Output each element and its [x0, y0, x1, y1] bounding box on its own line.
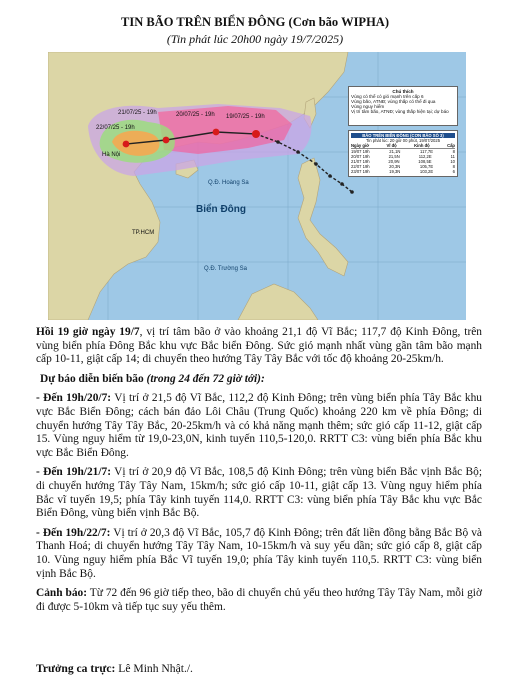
- warning-paragraph: [36, 587, 482, 614]
- table-row: 22/07 19h 20,3N 105,7E 8: [351, 164, 455, 169]
- warning-label: Cảnh báo:: [36, 587, 88, 600]
- forecast-22jul: [36, 527, 482, 581]
- track-label-22: 22/07/25 - 19h: [96, 125, 135, 131]
- track-label-20: 20/07/25 - 19h: [176, 112, 215, 118]
- hoang-sa-label: Q.Đ. Hoàng Sa: [208, 180, 249, 186]
- forecast-21jul-text: Vị trí ở 20,9 độ Vĩ Bắc, 108,5 độ Kinh Đông; trên vùng biển Bắc vịnh Bắc Bộ; di chuyển hướng Tây Tây Nam, 15km/h; sức gió cấp 10-11, giật cấp 13. Vùng nguy hiểm phía Bắc vĩ tuyến 19,5; phía Tây kinh tuyến 114,0. RRTT C3: vùng biển phía Tây Bắc khu vực Bắc Biển Đông, vùng biển vịnh Bắc Bộ.: [36, 466, 482, 520]
- table-header-row: Ngày giờ Vĩ độ Kinh độ Cấp: [351, 143, 455, 148]
- sign-name: Lê Minh Nhật./.: [115, 662, 193, 675]
- forecast-21jul-label: - Đến 19h/21/7:: [36, 466, 112, 479]
- forecast-20jul-text: Vị trí ở 21,5 độ Vĩ Bắc, 112,2 độ Kinh Đông; trên vùng biển phía Tây Bắc khu vực Bắc Biển Đông; cách bán đảo Lôi Châu (Trung Quốc) khoảng 220 km về phía Đông; di chuyển hướng Tây Tây Bắc, 20-25km/h và có khả năng mạnh thêm; sức gió cấp 11-12, giật cấp 15. Vùng nguy hiểm từ 19,0-23,0N, kinh tuyến 110,5-120,0. RRTT C3: vùng biển phía Bắc khu vực Bắc Biển Đông.: [36, 392, 482, 459]
- legend-item: Vùng nguy hiểm: [351, 104, 385, 109]
- forecast-period: (trong 24 đến 72 giờ tới):: [143, 372, 265, 385]
- land-philippines: [298, 158, 348, 276]
- forecast-heading: Dự báo diễn biến bão: [40, 372, 144, 385]
- table-heading: BÃO TRÊN BIỂN ĐÔNG (CƠN BÃO SỐ 3): [351, 133, 455, 138]
- document-subtitle: (Tin phát lúc 20h00 ngày 19/7/2025): [166, 32, 344, 46]
- track-label-19: 19/07/25 - 19h: [226, 114, 265, 120]
- document-title: TIN BÃO TRÊN BIỂN ĐÔNG (Cơn bão WIPHA): [121, 15, 389, 29]
- bulletin-body: [36, 326, 482, 620]
- position-22jul: [123, 141, 130, 148]
- current-position-paragraph: [36, 326, 482, 367]
- forecast-20jul: [36, 392, 482, 460]
- table-row: 21/07 19h 20,9N 108,5E 10: [351, 159, 455, 164]
- table-row: 19/07 19h 21,1N 117,7E 8: [351, 149, 455, 154]
- current-label: Hồi 19 giờ ngày 19/7: [36, 326, 140, 338]
- sign-label: Trưởng ca trực:: [36, 662, 116, 675]
- forecast-22jul-label: - Đến 19h/22/7:: [36, 526, 111, 539]
- legend-item: Vùng có thể có gió mạnh trên cấp 6: [351, 94, 424, 99]
- truong-sa-label: Q.Đ. Trường Sa: [204, 266, 247, 272]
- table-row: 20/07 19h 21,5N 112,2E 11: [351, 154, 455, 159]
- legend-item: Vùng bão, ATNĐ; vùng thấp có thể đi qua: [351, 99, 436, 104]
- storm-track-map: [48, 52, 466, 320]
- position-20jul: [213, 129, 220, 136]
- warning-text: Từ 72 đến 96 giờ tiếp theo, bão di chuyển chủ yếu theo hướng Tây Tây Nam, mỗi giờ đi được 5-10km và tiếp tục suy yếu thêm.: [36, 587, 482, 613]
- hanoi-label: Hà Nội: [102, 152, 121, 158]
- forecast-20jul-label: - Đến 19h/20/7:: [36, 392, 112, 405]
- hcm-label: TP.HCM: [132, 230, 155, 236]
- current-text: , vị trí tâm bão ở vào khoảng 21,1 độ Vĩ Bắc; 117,7 độ Kinh Đông, trên vùng biển phía Đông Bắc khu vực Bắc biển Đông. Sức gió mạnh nhất vùng gần tâm bão mạnh cấp 10-11, giật cấp 14; di chuyển theo hướng Tây Tây Bắc với tốc độ khoảng 20-25km/h.: [36, 326, 482, 366]
- legend-box: [348, 86, 458, 126]
- forecast-22jul-text: Vị trí ở 20,3 độ Vĩ Bắc, 105,7 độ Kinh Đông; trên đất liền đồng bằng Bắc Bộ và Thanh Hoá; di chuyển hướng Tây Tây Nam, 10-15km/h và suy yếu dần; sức gió cấp 8, giật cấp 10. Vùng nguy hiểm phía Bắc Vĩ tuyến 19,0; phía Tây kinh tuyến 110,5. RRTT C3: vùng biển vịnh Bắc Bộ.: [36, 526, 482, 580]
- position-21jul: [163, 137, 170, 144]
- forecast-heading-paragraph: [36, 373, 482, 387]
- sea-label: Biển Đông: [196, 204, 246, 215]
- forecast-21jul: [36, 466, 482, 520]
- table-row: 23/07 19h 19,3N 103,2E 6: [351, 169, 455, 174]
- forecast-table: [348, 130, 458, 177]
- land-borneo: [238, 284, 318, 320]
- track-label-21: 21/07/25 - 19h: [118, 110, 157, 116]
- legend-heading: Chú thích: [392, 89, 414, 94]
- signature-line: [36, 662, 193, 675]
- table-sub: Tin phát lúc: 20 giờ 00 phút, 19/07/2025: [365, 138, 441, 143]
- position-19jul: [252, 130, 260, 138]
- legend-item: Vị trí tâm bão, ATNĐ; vùng thấp hiện tại; dự báo: [351, 109, 449, 114]
